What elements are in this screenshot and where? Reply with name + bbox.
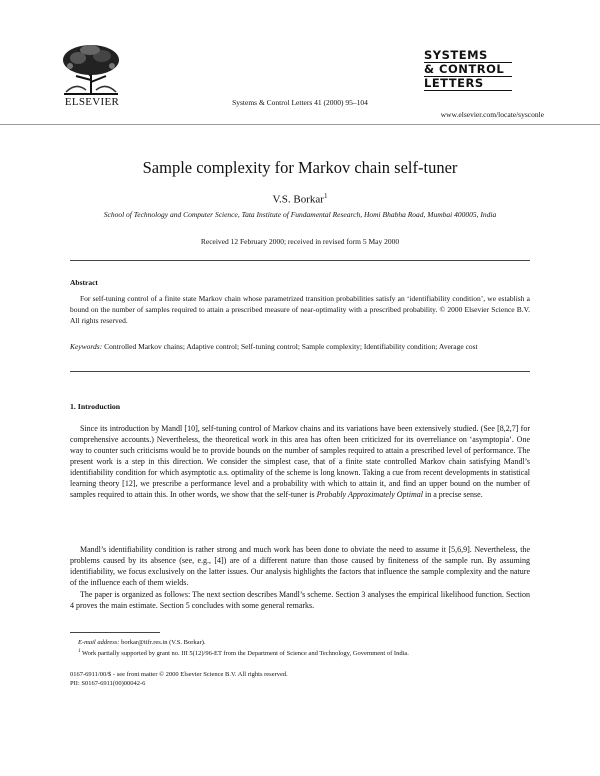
footnote-text: Work partially supported by grant no. III 5(12)/96-ET from the Department of Science and Technology, Government of India. xyxy=(80,650,409,658)
author-name: V.S. Borkar xyxy=(272,193,324,206)
email-address[interactable]: borkar@tifr.res.in (V.S. Borkar). xyxy=(119,639,206,646)
footnote-rule xyxy=(70,632,160,633)
paper-author xyxy=(0,192,600,206)
abstract-bottom-rule xyxy=(70,371,530,372)
email-label: E-mail address: xyxy=(78,639,120,646)
header-divider xyxy=(0,124,600,125)
paragraph-text: in a precise sense. xyxy=(422,490,483,499)
footnote-email xyxy=(70,638,538,647)
abstract-top-rule xyxy=(70,260,530,261)
journal-logo xyxy=(424,50,512,92)
abstract-text: For self-tuning control of a finite state Markov chain whose parametrized transition probabilities satisfy an ‘identifiability condition’, we establish a bound on the number of samples required to attain a prescribed measure of near-optimality with a prescribed probability. © 2000 Elsevier Science B.V. All rights reserved. xyxy=(70,294,530,325)
paragraph-emphasis: Probably Approximately Optimal xyxy=(316,490,423,499)
keywords-list: Controlled Markov chains; Adaptive control; Self-tuning control; Sample complexity; Identifiability condition; Average cost xyxy=(104,342,478,351)
elsevier-tree-logo xyxy=(56,42,126,104)
footnote-mark: 1 xyxy=(78,649,81,654)
paragraph xyxy=(70,423,530,500)
paragraph-text: Since its introduction by Mandl [10], self-tuning control of Markov chains and its variations have been extensively studied. (See [8,2,7] for comprehensive accounts.) Nevertheless, the theoretical work in this area has often been criticized for its overreliance on ‘asymptopia’. One way to counter such criticisms would be to provide bounds on the number of samples required to attain a prescribed level of performance. The present work is a step in this direction. We consider the simplest case, that of a finite state controlled Markov chain satisfying Mandl’s identifiability condition for which asymptotic a.s. optimality of the scheme is long known. Taking a cue from recent developments in statistical learning theory [12], we prescribe a performance level and a probability with which to attain it, and find an upper bound on the number of samples required to attain this. In other words, we show that the self-tuner is xyxy=(70,424,530,499)
paper-title: Sample complexity for Markov chain self-tuner xyxy=(142,158,458,177)
footnote-1 xyxy=(70,647,538,658)
keywords xyxy=(70,341,530,352)
journal-logo-line: SYSTEMS xyxy=(424,50,512,63)
section-heading: 1. Introduction xyxy=(70,402,121,411)
author-footnote-mark: 1 xyxy=(323,192,328,200)
journal-citation: Systems & Control Letters 41 (2000) 95–104 xyxy=(232,98,368,107)
paragraph: Mandl’s identifiability condition is rather strong and much work has been done to obviate the need to assume it [5,6,9]. Nevertheless, the problems caused by its absence (see, e.g., [4]) are of a different nature than those caused by finiteness of the sample run. By assuming identifiability, we focus exclusively on the latter issues. Our analysis highlights the factors that influence the sample complexity and the nature of the influence each of them wields. xyxy=(70,545,530,587)
journal-logo-line: LETTERS xyxy=(424,78,512,91)
received-dates: Received 12 February 2000; received in revised form 5 May 2000 xyxy=(200,237,400,246)
keywords-label: Keywords: xyxy=(70,342,103,351)
abstract-heading: Abstract xyxy=(70,278,98,287)
publisher-name: ELSEVIER xyxy=(64,96,120,108)
pii-line: PII: S0167-6911(00)00042-6 xyxy=(70,680,146,687)
author-affiliation: School of Technology and Computer Science, Tata Institute of Fundamental Research, Homi Bhabha Road, Mumbai 400005, India xyxy=(103,210,497,219)
journal-logo-line: & CONTROL xyxy=(424,64,512,77)
copyright-line: 0167-6911/00/$ - see front matter © 2000 Elsevier Science B.V. All rights reserved. xyxy=(70,671,288,678)
paragraph: The paper is organized as follows: The next section describes Mandl’s scheme. Section 3 analyses the empirical likelihood function. Section 4 proves the main estimate. Section 5 concludes with some general remarks. xyxy=(70,590,530,610)
journal-url[interactable]: www.elsevier.com/locate/sysconle xyxy=(440,110,544,119)
